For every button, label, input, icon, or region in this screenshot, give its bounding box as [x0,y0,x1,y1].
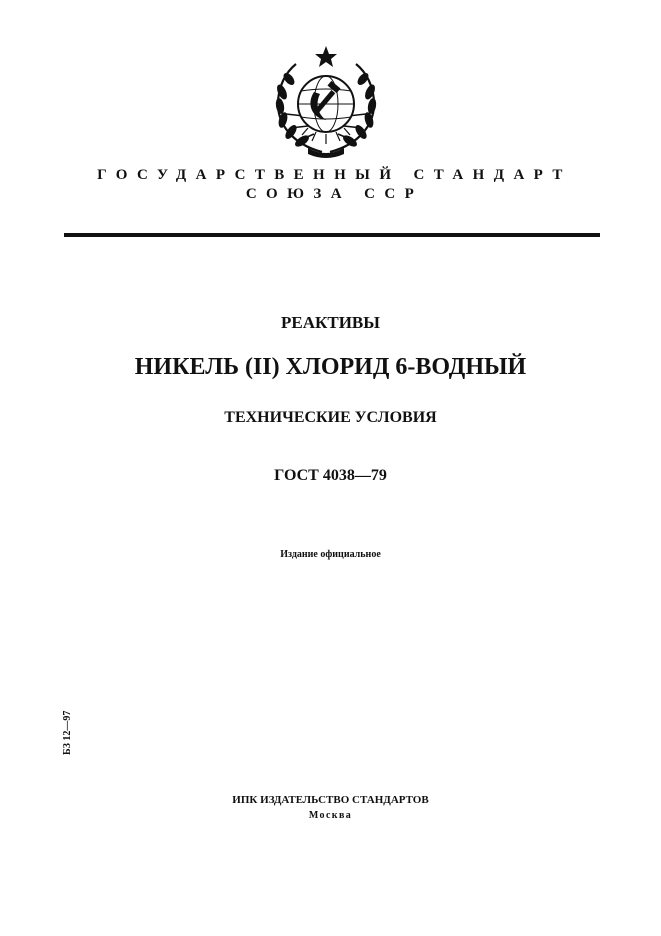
side-code: БЗ 12—97 [62,710,73,755]
ussr-state-emblem-icon [270,44,382,162]
document-series: РЕАКТИВЫ [281,313,380,332]
publisher-name: ИПК ИЗДАТЕЛЬСТВО СТАНДАРТОВ [232,794,429,806]
state-standard-heading: ГОСУДАРСТВЕННЫЙ СТАНДАРТ [97,167,572,183]
standard-number: ГОСТ 4038—79 [274,467,387,484]
horizontal-rule [64,233,600,237]
ussr-heading: СОЮЗА ССР [245,186,424,202]
document-subtitle: ТЕХНИЧЕСКИЕ УСЛОВИЯ [224,409,437,426]
edition-note: Издание официальное [280,549,381,560]
publisher-city: Москва [308,810,353,821]
document-title: НИКЕЛЬ (II) ХЛОРИД 6-ВОДНЫЙ [134,354,527,380]
